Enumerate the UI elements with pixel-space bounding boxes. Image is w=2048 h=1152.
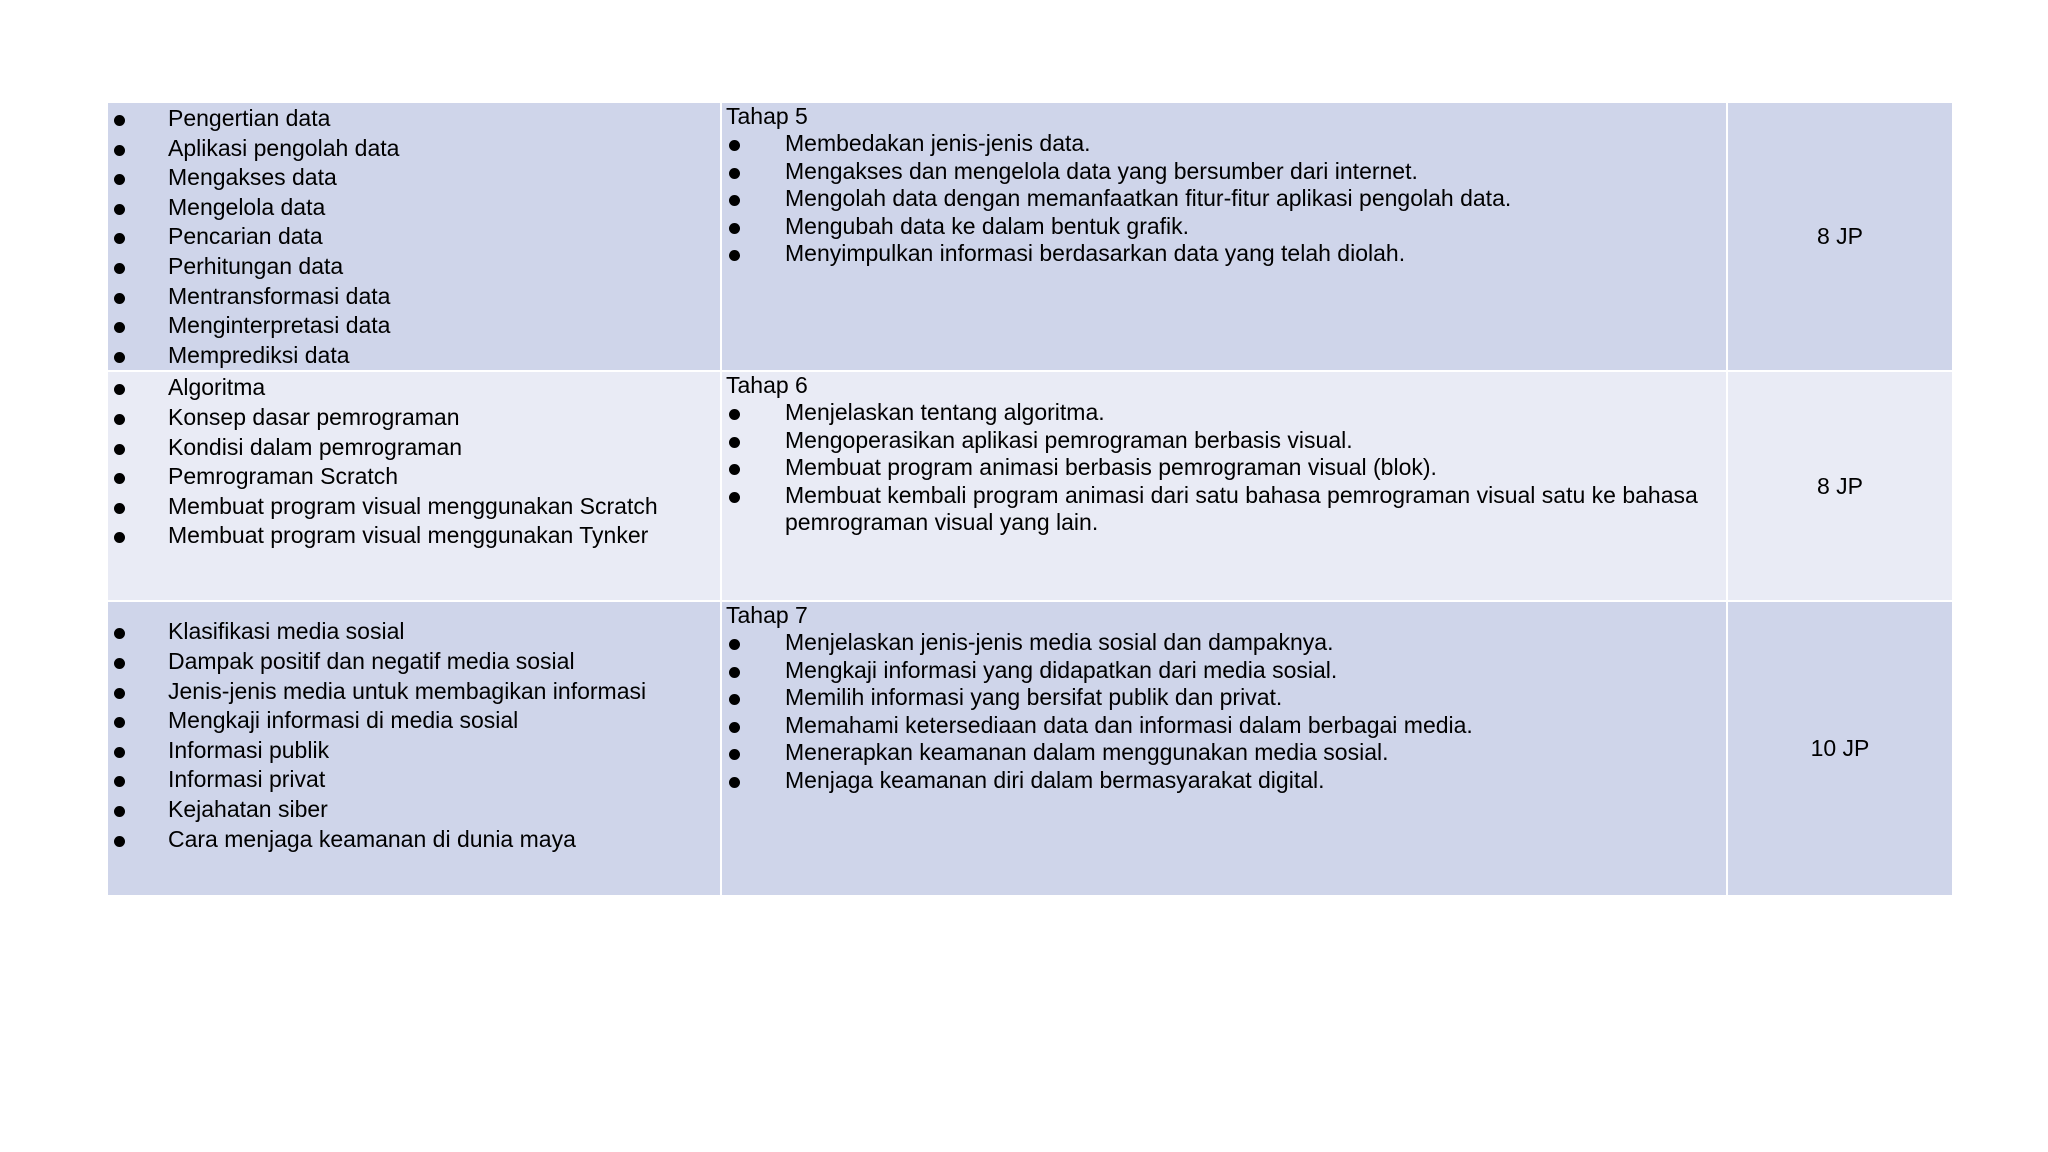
list-item: Pemrograman Scratch [108,462,720,492]
materi-list [108,103,720,370]
list-item: Informasi publik [108,736,720,766]
list-item: Algoritma [108,373,720,403]
tahap-title: Tahap 6 [726,372,808,399]
tahap-title: Tahap 7 [726,602,808,629]
list-item: Menerapkan keamanan dalam menggunakan media sosial. [726,739,1726,767]
tujuan-cell [721,102,1727,371]
list-item: Menjelaskan tentang algoritma. [726,399,1726,427]
tujuan-cell [721,601,1727,896]
tujuan-cell [721,371,1727,601]
list-item: Mengelola data [108,193,720,223]
jp-cell: 8 JP [1727,102,1953,371]
list-item: Kejahatan siber [108,795,720,825]
tujuan-list [726,130,1726,268]
list-item: Menginterpretasi data [108,311,720,341]
list-item: Klasifikasi media sosial [108,617,720,647]
list-item: Memilih informasi yang bersifat publik dan privat. [726,684,1726,712]
list-item: Pencarian data [108,222,720,252]
list-item: Pengertian data [108,104,720,134]
list-item: Menjaga keamanan diri dalam bermasyarakat digital. [726,767,1726,795]
materi-cell [107,102,721,371]
list-item: Mentransformasi data [108,282,720,312]
list-item: Membuat program visual menggunakan Scratch [108,492,720,522]
jp-cell: 8 JP [1727,371,1953,601]
syllabus-table [106,101,1954,897]
list-item: Mengkaji informasi di media sosial [108,706,720,736]
list-item: Informasi privat [108,765,720,795]
list-item: Menjelaskan jenis-jenis media sosial dan dampaknya. [726,629,1726,657]
materi-list [108,372,720,551]
list-item: Membuat program animasi berbasis pemrograman visual (blok). [726,454,1726,482]
list-item: Memahami ketersediaan data dan informasi dalam berbagai media. [726,712,1726,740]
materi-list [108,616,720,854]
list-item: Memprediksi data [108,341,720,371]
list-item: Perhitungan data [108,252,720,282]
list-item: Mengakses dan mengelola data yang bersumber dari internet. [726,158,1726,186]
list-item: Mengkaji informasi yang didapatkan dari media sosial. [726,657,1726,685]
list-item: Jenis-jenis media untuk membagikan informasi [108,677,720,707]
list-item: Membuat program visual menggunakan Tynker [108,521,720,551]
table-row [107,371,1953,601]
list-item: Membedakan jenis-jenis data. [726,130,1726,158]
materi-cell [107,601,721,896]
list-item: Membuat kembali program animasi dari satu bahasa pemrograman visual satu ke bahasa pemrograman visual yang lain. [726,482,1726,537]
list-item: Mengakses data [108,163,720,193]
list-item: Mengoperasikan aplikasi pemrograman berbasis visual. [726,427,1726,455]
list-item: Kondisi dalam pemrograman [108,433,720,463]
tahap-title: Tahap 5 [726,103,808,129]
table-row [107,102,1953,371]
jp-cell: 10 JP [1727,601,1953,896]
list-item: Aplikasi pengolah data [108,134,720,164]
list-item: Mengubah data ke dalam bentuk grafik. [726,213,1726,241]
table-row [107,601,1953,896]
list-item: Dampak positif dan negatif media sosial [108,647,720,677]
tujuan-list [726,629,1726,794]
list-item: Cara menjaga keamanan di dunia maya [108,825,720,855]
list-item: Mengolah data dengan memanfaatkan fitur-fitur aplikasi pengolah data. [726,185,1726,213]
list-item: Konsep dasar pemrograman [108,403,720,433]
tujuan-list [726,399,1726,537]
list-item: Menyimpulkan informasi berdasarkan data yang telah diolah. [726,240,1726,268]
materi-cell [107,371,721,601]
